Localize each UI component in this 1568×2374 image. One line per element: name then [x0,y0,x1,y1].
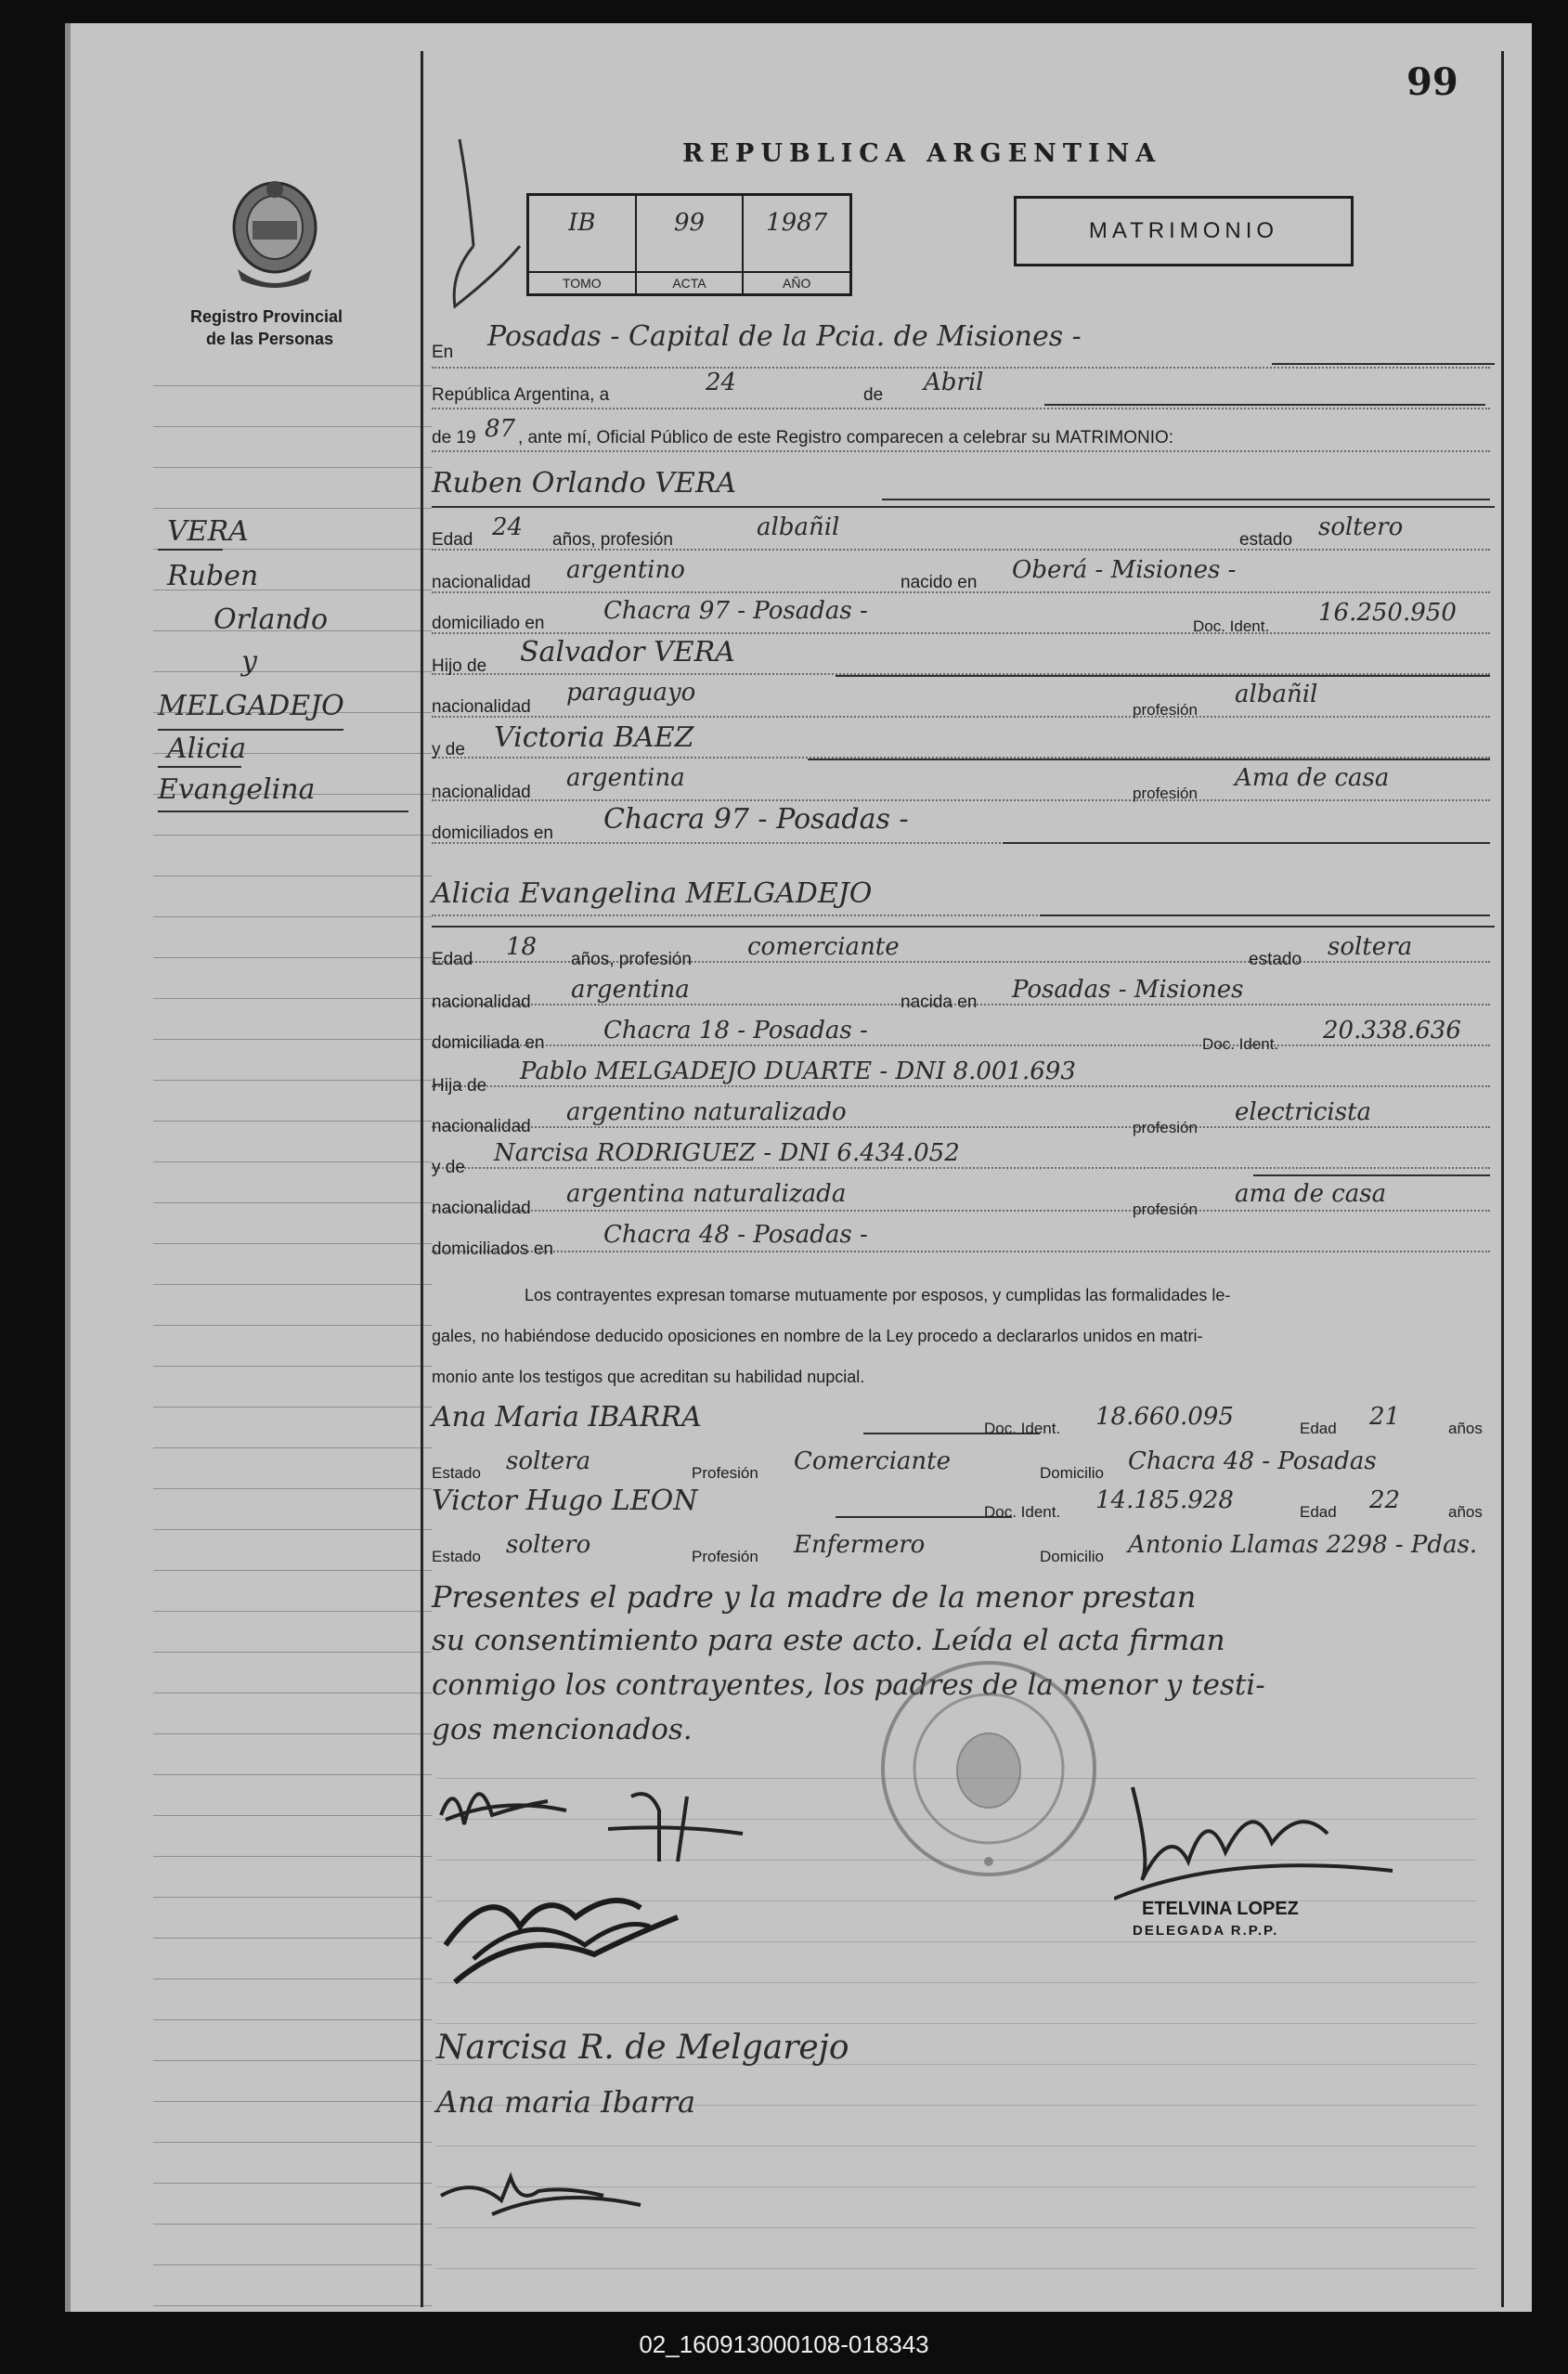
bride-nacionalidad-label: nacionalidad [432,992,531,1012]
margin-ruled-line [153,1325,432,1326]
groom-mother-nac-label: nacionalidad [432,783,531,802]
note-line-1: Presentes el padre y la madre de la menor prestan [432,1579,1197,1615]
margin-ruled-line [153,2183,432,2184]
bride-father-prof: electricista [1235,1098,1372,1126]
witness1-prof-label: Profesión [692,1464,758,1482]
fill-line [836,675,1490,677]
margin-ruled-line [153,1121,432,1122]
groom-edad: 24 [492,513,524,541]
witness1-edad: 21 [1369,1403,1401,1431]
bride-edad: 18 [506,933,538,961]
witness1-anios-label: años [1448,1420,1483,1437]
tomo-cell [529,196,637,293]
tomo-value: IB [568,209,596,237]
margin-note-4: y [241,645,257,678]
margin-ruled-line [153,2060,432,2061]
bride-father-nac-label: nacionalidad [432,1117,531,1136]
groom-mother-label: y de [432,740,465,759]
section-divider [432,506,1495,508]
groom-mother-nac: argentina [566,764,685,792]
margin-ruled-line [153,1447,432,1448]
bride-mother-nac-label: nacionalidad [432,1199,531,1218]
bride-nacida-label: nacida en [901,992,978,1012]
witness2-anios-label: años [1448,1503,1483,1521]
margin-underline [158,766,241,768]
bride-father-nac: argentino naturalizado [566,1098,847,1126]
margin-note-1: VERA [167,515,249,548]
fill-line [1044,404,1485,406]
note-line-3: conmigo los contrayentes, los padres de la menor y testi- [432,1668,1265,1702]
groom-parents-dom-label: domiciliados en [432,824,553,843]
year-suffix: 87 [485,415,516,443]
form-dotted-line [432,1126,1490,1128]
bride-father: Pablo MELGADEJO DUARTE - DNI 8.001.693 [520,1057,1076,1085]
margin-ruled-line [153,1856,432,1857]
margin-underline [158,549,223,551]
groom-estado: soltero [1318,513,1404,541]
witness1-estado-label: Estado [432,1464,481,1482]
margin-ruled-line [153,916,432,917]
groom-domicilio: Chacra 97 - Posadas - [603,597,868,625]
margin-ruled-line [153,1938,432,1939]
witness1-estado: soltera [506,1447,591,1475]
groom-parents-dom: Chacra 97 - Posadas - [603,803,909,836]
republica-label: República Argentina, a [432,385,610,405]
ante-text: , ante mí, Oficial Público de este Registro comparecen a celebrar su MATRIMONIO: [518,428,1174,448]
tomo-label: TOMO [529,271,635,293]
margin-note-5: MELGADEJO [158,690,344,722]
margin-ruled-line [153,508,432,509]
acta-value: 99 [673,209,706,237]
bride-nacida: Posadas - Misiones [1012,976,1244,1004]
bride-mother-prof: ama de casa [1235,1180,1387,1208]
margin-underline [158,811,408,812]
witness1-name: Ana Maria IBARRA [432,1401,702,1433]
bride-domicilio-label: domiciliada en [432,1033,545,1053]
witness1-doc: 18.660.095 [1095,1403,1234,1431]
witness1-edad-label: Edad [1300,1420,1337,1437]
form-dotted-line [432,1044,1490,1046]
acta-label: ACTA [637,271,743,293]
mother-signature: Narcisa R. de Melgarejo [436,2029,849,2067]
groom-father-prof-label: profesión [1133,701,1198,719]
witness1-dom-label: Domicilio [1040,1464,1104,1482]
country-title: REPUBLICA ARGENTINA [682,139,1162,168]
margin-ruled-line [153,2224,432,2225]
groom-profesion: albañil [757,513,840,541]
bride-domicilio: Chacra 18 - Posadas - [603,1017,868,1044]
place: Posadas - Capital de la Pcia. de Misiones - [487,320,1082,353]
form-dotted-line [432,1210,1490,1212]
de19-label: de 19 [432,428,476,448]
note-line-2: su consentimiento para este acto. Leída el acta firman [432,1624,1225,1657]
groom-mother-prof-label: profesión [1133,785,1198,802]
margin-note-7: Evangelina [158,773,316,806]
margin-ruled-line [153,1366,432,1367]
margin-ruled-line [153,1570,432,1571]
bride-estado-label: estado [1249,950,1302,969]
witness2-edad: 22 [1369,1486,1401,1514]
bride-mother-prof-label: profesión [1133,1200,1198,1218]
witness2-doc-label: Doc. Ident. [984,1503,1061,1521]
bride-edad-label: Edad [432,950,473,969]
margin-ruled-line [153,1529,432,1530]
margin-ruled-line [153,467,432,468]
bride-name: Alicia Evangelina MELGADEJO [432,877,873,910]
register-page [65,23,1532,2312]
coat-of-arms-emblem [225,176,325,297]
image-id-footer: 02_160913000108-018343 [639,2330,929,2358]
margin-divider [421,51,423,2307]
page-number: 99 [1406,60,1458,104]
witness2-dom-label: Domicilio [1040,1548,1104,1565]
officer-name: ETELVINA LOPEZ [1142,1899,1299,1919]
form-dotted-line [432,1251,1490,1252]
bride-parents-dom: Chacra 48 - Posadas - [603,1221,868,1249]
witness2-estado-label: Estado [432,1548,481,1565]
groom-domicilio-label: domiciliado en [432,614,545,633]
groom-doc-label: Doc. Ident. [1193,617,1270,635]
margin-ruled-line [153,957,432,958]
groom-mother: Victoria BAEZ [494,721,694,754]
witness2-signature [436,2149,668,2238]
groom-edad-label: Edad [432,530,473,550]
bride-father-prof-label: profesión [1133,1119,1198,1136]
signature-ruled-line [436,2146,1476,2147]
witness2-prof: Enfermero [794,1531,926,1559]
bride-parents-dom-label: domiciliados en [432,1239,553,1259]
margin-ruled-line [153,426,432,427]
fill-line [1040,915,1490,916]
margin-ruled-line [153,1978,432,1979]
witness2-prof-label: Profesión [692,1548,758,1565]
day: 24 [706,369,737,396]
margin-ruled-line [153,1161,432,1162]
margin-ruled-line [153,1080,432,1081]
bride-profesion: comerciante [747,933,900,961]
margin-ruled-line [153,1652,432,1653]
groom-father-label: Hijo de [432,656,487,676]
margin-note-2: Ruben [167,560,259,592]
form-dotted-line [432,1085,1490,1087]
margin-underline [158,729,343,731]
witness2-name: Victor Hugo LEON [432,1485,698,1517]
groom-father: Salvador VERA [520,636,735,668]
form-dotted-line [432,450,1490,452]
officer-title: DELEGADA R.P.P. [1133,1923,1279,1939]
margin-ruled-line [153,1284,432,1285]
form-dotted-line [432,1167,1490,1169]
fill-line [1272,363,1495,365]
declaration-line-2: gales, no habiéndose deducido oposiciones en nombre de la Ley procedo a declararlos unidos en matri- [432,1327,1203,1345]
margin-ruled-line [153,1407,432,1408]
margin-ruled-line [153,671,432,672]
bride-profesion-label: años, profesión [571,950,692,969]
reference-box [526,193,852,296]
right-border [1501,51,1504,2307]
bride-mother: Narcisa RODRIGUEZ - DNI 6.434.052 [494,1139,960,1167]
margin-note-3: Orlando [214,603,329,636]
margin-ruled-line [153,835,432,836]
margin-ruled-line [153,1202,432,1203]
groom-mother-prof: Ama de casa [1235,764,1390,792]
acta-cell [637,196,745,293]
declaration-line-3: monio ante los testigos que acreditan su habilidad nupcial. [432,1368,865,1386]
groom-estado-label: estado [1239,530,1293,550]
anio-value: 1987 [766,209,828,237]
witness1-prof: Comerciante [794,1447,951,1475]
margin-ruled-line [153,1488,432,1489]
bride-father-label: Hija de [432,1076,487,1096]
margin-ruled-line [153,2305,432,2306]
witness2-dom: Antonio Llamas 2298 - Pdas. [1128,1531,1478,1559]
margin-ruled-line [153,1733,432,1734]
anio-label: AÑO [744,271,849,293]
margin-ruled-line [153,1774,432,1775]
bride-estado: soltera [1328,933,1413,961]
groom-nacido-label: nacido en [901,573,978,592]
groom-name: Ruben Orlando VERA [432,467,737,499]
registry-line-1: Registro Provincial [190,307,343,326]
groom-father-prof: albañil [1235,681,1318,708]
groom-nacido: Oberá - Misiones - [1012,556,1237,584]
groom-father-nac: paraguayo [566,679,696,707]
en-label: En [432,343,454,362]
form-dotted-line [432,632,1490,634]
witness2-estado: soltero [506,1531,591,1559]
form-dotted-line [432,799,1490,801]
groom-nacionalidad: argentino [566,556,685,584]
pen-check-mark [432,135,543,325]
note-line-4: gos mencionados. [432,1713,693,1746]
record-type: MATRIMONIO [1088,218,1279,243]
margin-ruled-line [153,2142,432,2143]
bride-doc: 20.338.636 [1323,1017,1461,1044]
signature-scribble [436,1759,956,2024]
bride-mother-label: y de [432,1158,465,1177]
witness2-edad-label: Edad [1300,1503,1337,1521]
margin-ruled-line [153,1243,432,1244]
anio-cell [744,196,849,293]
fill-line [1253,1174,1490,1176]
margin-ruled-line [153,998,432,999]
bride-doc-label: Doc. Ident. [1202,1035,1279,1053]
margin-ruled-line [153,2101,432,2102]
margin-ruled-line [153,1897,432,1898]
fill-line [808,759,1490,760]
margin-ruled-line [153,1039,432,1040]
bride-nacionalidad: argentina [571,976,690,1004]
margin-note-6: Alicia [167,733,247,765]
witness-signature: Ana maria Ibarra [436,2084,696,2120]
section-divider [432,926,1495,928]
witness1-doc-label: Doc. Ident. [984,1420,1061,1437]
form-dotted-line [432,408,1490,409]
month: Abril [924,369,984,396]
witness1-dom: Chacra 48 - Posadas [1128,1447,1377,1475]
form-dotted-line [432,716,1490,718]
witness2-doc: 14.185.928 [1095,1486,1234,1514]
fill-line [882,499,1490,500]
groom-profesion-label: años, profesión [552,530,673,550]
margin-ruled-line [153,385,432,386]
fill-line [1003,842,1490,844]
margin-ruled-line [153,2019,432,2020]
declaration-line-1: Los contrayentes expresan tomarse mutuamente por esposos, y cumplidas las formalidades le- [525,1286,1231,1304]
signature-ruled-line [436,2268,1476,2269]
margin-ruled-line [153,1815,432,1816]
margin-ruled-line [153,1611,432,1612]
groom-doc: 16.250.950 [1318,599,1457,627]
record-type-box [1014,196,1354,266]
groom-nacionalidad-label: nacionalidad [432,573,531,592]
left-margin-edge [65,23,71,2312]
groom-father-nac-label: nacionalidad [432,697,531,717]
registry-line-2: de las Personas [206,330,334,348]
bride-mother-nac: argentina naturalizada [566,1180,847,1208]
margin-ruled-line [153,2264,432,2265]
de-label: de [863,385,884,405]
